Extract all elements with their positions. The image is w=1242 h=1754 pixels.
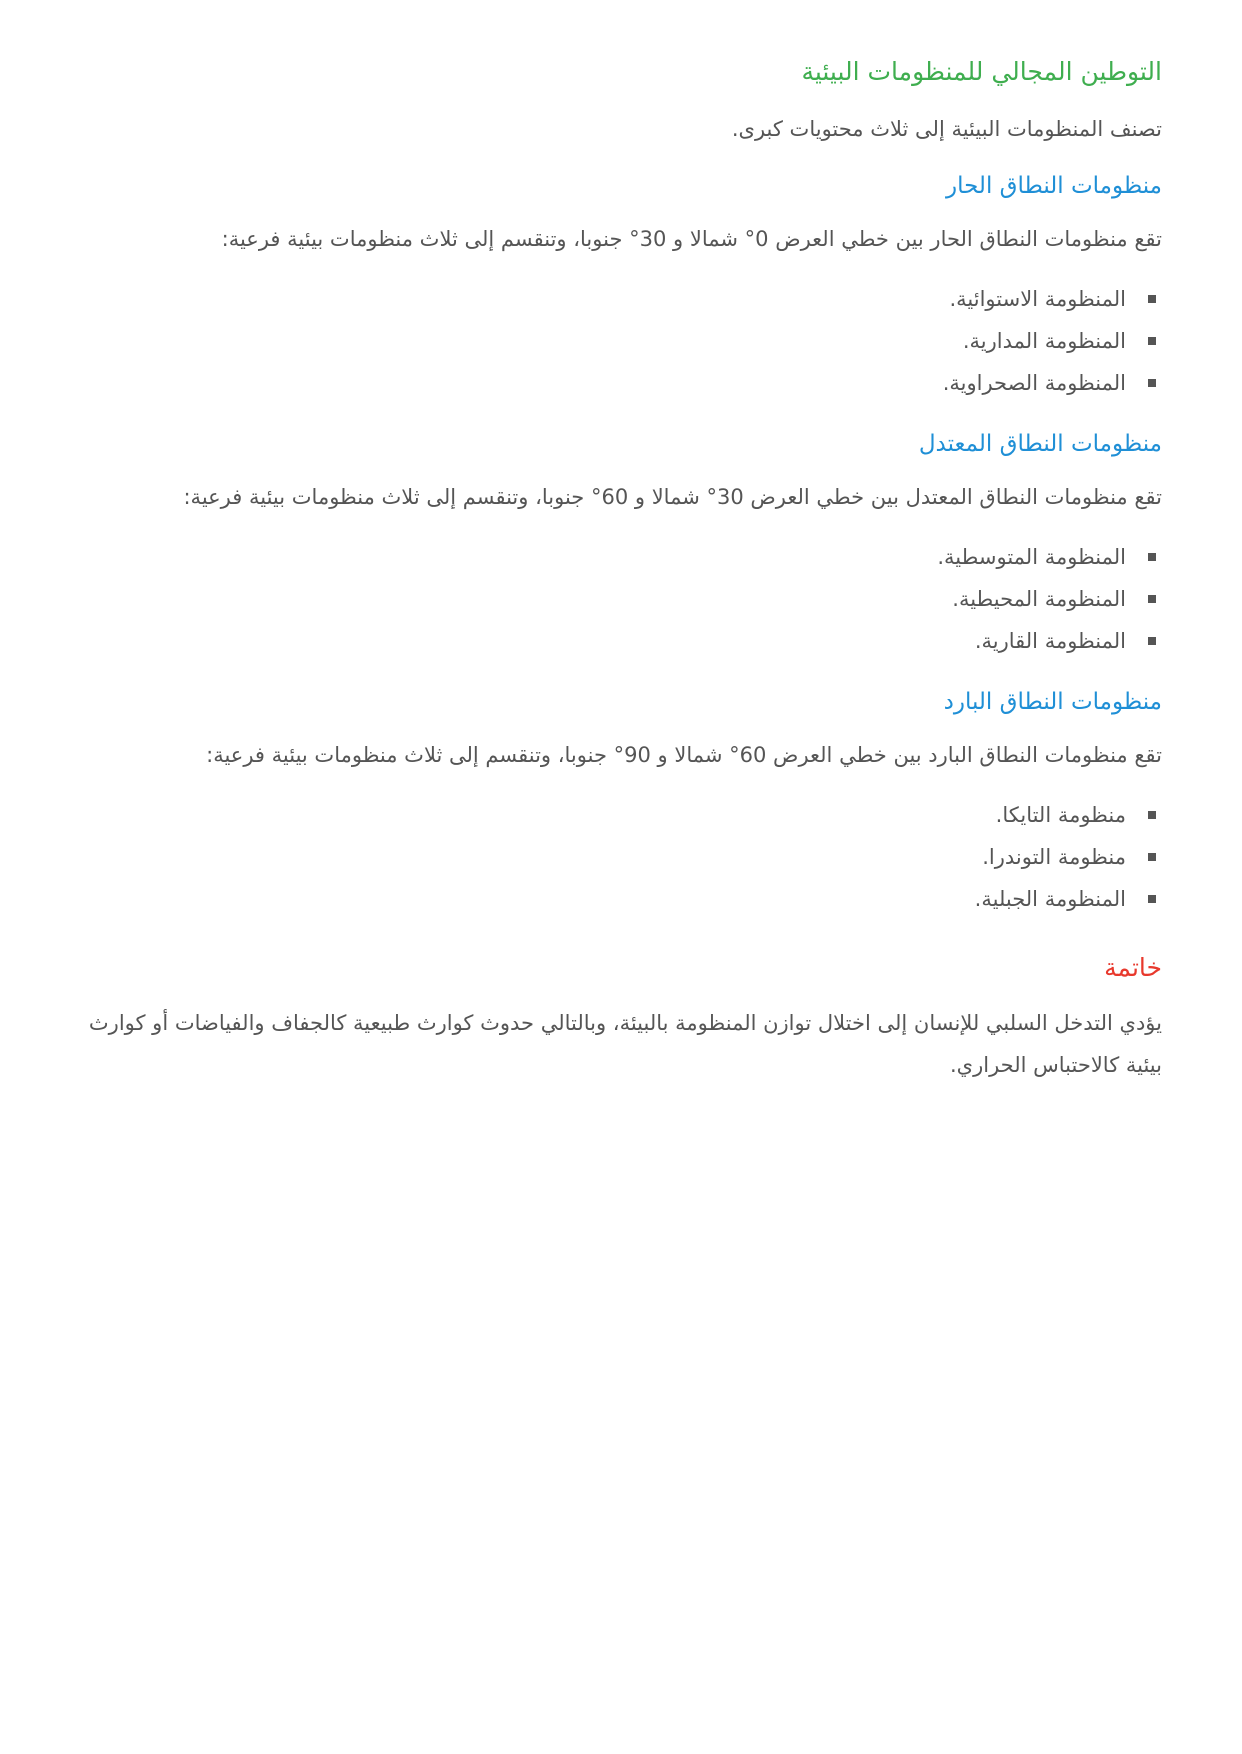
list-item (80, 878, 1162, 920)
list-item-text: منظومة التوندرا. (982, 845, 1126, 869)
square-bullet-icon (1148, 811, 1156, 819)
list-item-text: المنظومة الجبلية. (974, 887, 1126, 911)
list-item-text: المنظومة المتوسطية. (937, 545, 1126, 569)
list-item (80, 536, 1162, 578)
square-bullet-icon (1148, 295, 1156, 303)
square-bullet-icon (1148, 553, 1156, 561)
square-bullet-icon (1148, 895, 1156, 903)
document-page (80, 0, 1162, 1086)
square-bullet-icon (1148, 337, 1156, 345)
square-bullet-icon (1148, 853, 1156, 861)
list-item-text: المنظومة المدارية. (962, 329, 1126, 353)
square-bullet-icon (1148, 595, 1156, 603)
square-bullet-icon (1148, 379, 1156, 387)
square-bullet-icon (1148, 637, 1156, 645)
list-item (80, 320, 1162, 362)
list-item (80, 794, 1162, 836)
section-list (80, 278, 1162, 404)
list-item (80, 278, 1162, 320)
section-cold-zone (80, 682, 1162, 920)
section-title: منظومات النطاق البارد (943, 689, 1162, 715)
section-list (80, 536, 1162, 662)
list-item-text: المنظومة الصحراوية. (942, 371, 1126, 395)
conclusion-title: خاتمة (1104, 953, 1162, 982)
list-item-text: المنظومة المحيطية. (952, 587, 1126, 611)
section-list (80, 794, 1162, 920)
section-title: منظومات النطاق الحار (945, 173, 1162, 199)
conclusion-text: يؤدي التدخل السلبي للإنسان إلى اختلال توازن المنظومة بالبيئة، وبالتالي حدوث كوارث طبيعية كالجفاف والفياضات أو كوارث بيئية كالاحتباس الحراري. (88, 1011, 1162, 1077)
section-description: تقع منظومات النطاق البارد بين خطي العرض 60° شمالا و 90° جنوبا، وتنقسم إلى ثلاث منظومات بيئية فرعية: (206, 743, 1162, 767)
section-description: تقع منظومات النطاق الحار بين خطي العرض 0° شمالا و 30° جنوبا، وتنقسم إلى ثلاث منظومات بيئية فرعية: (221, 227, 1162, 251)
list-item (80, 362, 1162, 404)
list-item-text: المنظومة القارية. (974, 629, 1126, 653)
page-title: التوطين المجالي للمنظومات البيئية (801, 57, 1162, 86)
list-item (80, 578, 1162, 620)
conclusion-section (80, 948, 1162, 1086)
list-item (80, 836, 1162, 878)
section-hot-zone (80, 166, 1162, 404)
section-description: تقع منظومات النطاق المعتدل بين خطي العرض 30° شمالا و 60° جنوبا، وتنقسم إلى ثلاث منظومات بيئية فرعية: (183, 485, 1162, 509)
list-item-text: منظومة التايكا. (995, 803, 1126, 827)
intro-paragraph: تصنف المنظومات البيئية إلى ثلاث محتويات كبرى. (731, 117, 1162, 141)
section-title: منظومات النطاق المعتدل (918, 431, 1162, 457)
list-item-text: المنظومة الاستوائية. (949, 287, 1126, 311)
list-item (80, 620, 1162, 662)
section-temperate-zone (80, 424, 1162, 662)
